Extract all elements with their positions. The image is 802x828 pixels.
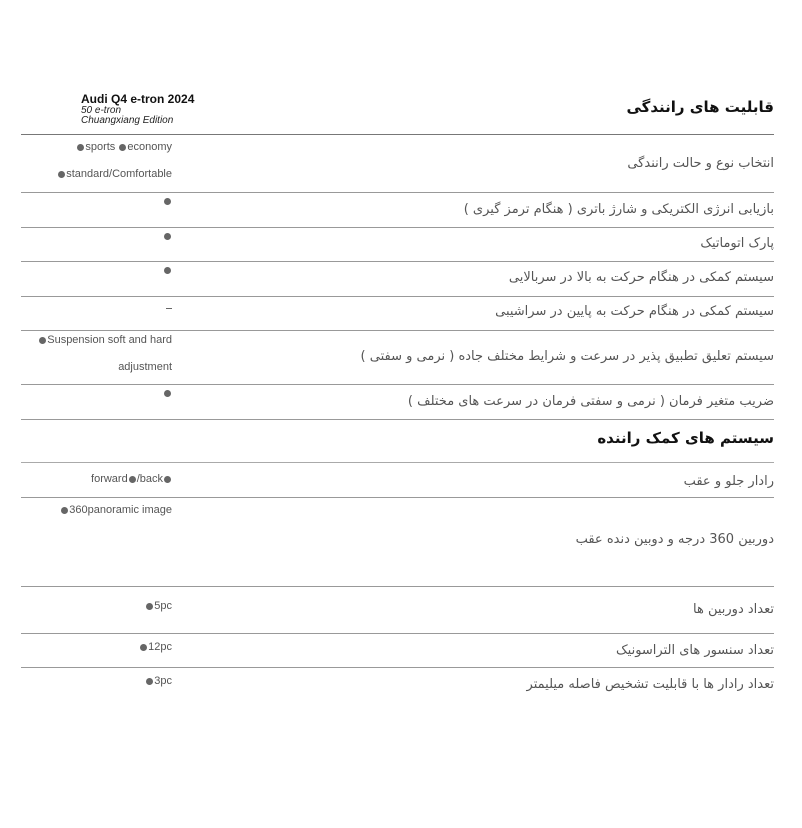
spec-value: [163, 379, 172, 407]
spec-value: [60, 496, 172, 524]
spec-value: [139, 633, 172, 661]
value-text: forward: [91, 473, 128, 485]
spec-value: [91, 465, 172, 493]
spec-value: [38, 326, 172, 354]
bullet-icon: [77, 144, 84, 151]
value-text: economy: [127, 141, 172, 153]
spec-label: سیستم کمکی در هنگام حرکت به پایین در سراشیبی: [495, 304, 774, 319]
spec-value: [145, 667, 172, 695]
spec-label: رادار جلو و عقب: [683, 474, 774, 489]
bullet-icon: [164, 476, 171, 483]
model-name: Audi Q4 e-tron 2024: [81, 92, 195, 106]
spec-value: [57, 160, 172, 188]
spec-row: [21, 193, 774, 228]
value-text: Suspension soft and hard: [47, 334, 172, 346]
spec-label: پارک اتوماتیک: [700, 236, 774, 251]
model-trim-line2: Chuangxiang Edition: [81, 115, 174, 126]
spec-label: دوربین 360 درجه و دوبین دنده عقب: [575, 532, 774, 547]
spec-value: [76, 133, 172, 161]
spec-label: انتخاب نوع و حالت رانندگی: [627, 156, 774, 171]
bullet-icon: [146, 678, 153, 685]
spec-label: تعداد رادار ها با قابلیت تشخیص فاصله میلیمتر: [526, 677, 774, 692]
section-header-driver-assist: [21, 420, 774, 463]
bullet-icon: [164, 390, 171, 397]
spec-row: [21, 385, 774, 420]
spec-value: [163, 187, 172, 215]
model-trim-line1: 50 e-tron: [81, 105, 122, 116]
bullet-icon: [146, 603, 153, 610]
spec-value: adjustment: [118, 361, 172, 373]
spec-row: [21, 228, 774, 262]
value-text: 12pc: [148, 641, 172, 653]
bullet-icon: [164, 198, 171, 205]
bullet-icon: [140, 644, 147, 651]
bullet-icon: [39, 337, 46, 344]
spec-label: بازیابی انرژی الکتریکی و شارژ باتری ( هنگام ترمز گیری ): [463, 202, 774, 217]
value-text: 5pc: [154, 600, 172, 612]
bullet-icon: [119, 144, 126, 151]
spec-label: ضریب متغیر فرمان ( نرمی و سفتی فرمان در سرعت های مختلف ): [407, 394, 774, 409]
spec-row: [21, 498, 774, 587]
spec-label: سیستم کمکی در هنگام حرکت به بالا در سربالایی: [508, 270, 774, 285]
bullet-icon: [58, 171, 65, 178]
spec-value: [166, 294, 172, 322]
value-text: /back: [136, 473, 163, 485]
spec-row: [21, 634, 774, 668]
spec-value: [163, 222, 172, 250]
bullet-icon: [61, 507, 68, 514]
section-title-driver-assist: سیستم های کمک راننده: [597, 429, 774, 447]
value-text: 3pc: [154, 675, 172, 687]
spec-value: [145, 592, 172, 620]
spec-value: [163, 256, 172, 284]
spec-row: [21, 668, 774, 702]
model-info: [81, 92, 194, 126]
bullet-icon: [129, 476, 136, 483]
bullet-icon: [164, 233, 171, 240]
spec-row: [21, 331, 774, 385]
spec-row: [21, 262, 774, 297]
section-title-driving: قابلیت های رانندگی: [626, 98, 774, 116]
spec-label: سیستم تعلیق تطبیق پذیر در سرعت و شرایط مختلف جاده ( نرمی و سفتی ): [360, 349, 774, 364]
bullet-icon: [164, 267, 171, 274]
spec-row: [21, 463, 774, 498]
spec-row: [21, 135, 774, 193]
spec-label: تعداد سنسور های التراسونیک: [616, 643, 774, 658]
section-header-driving: [21, 90, 774, 135]
spec-label: تعداد دوربین ها: [693, 602, 774, 617]
value-text: standard/Comfortable: [66, 168, 172, 180]
spec-row: [21, 587, 774, 634]
dash-icon: [166, 308, 172, 309]
value-text: 360panoramic image: [69, 504, 172, 516]
value-text: sports: [85, 141, 116, 153]
